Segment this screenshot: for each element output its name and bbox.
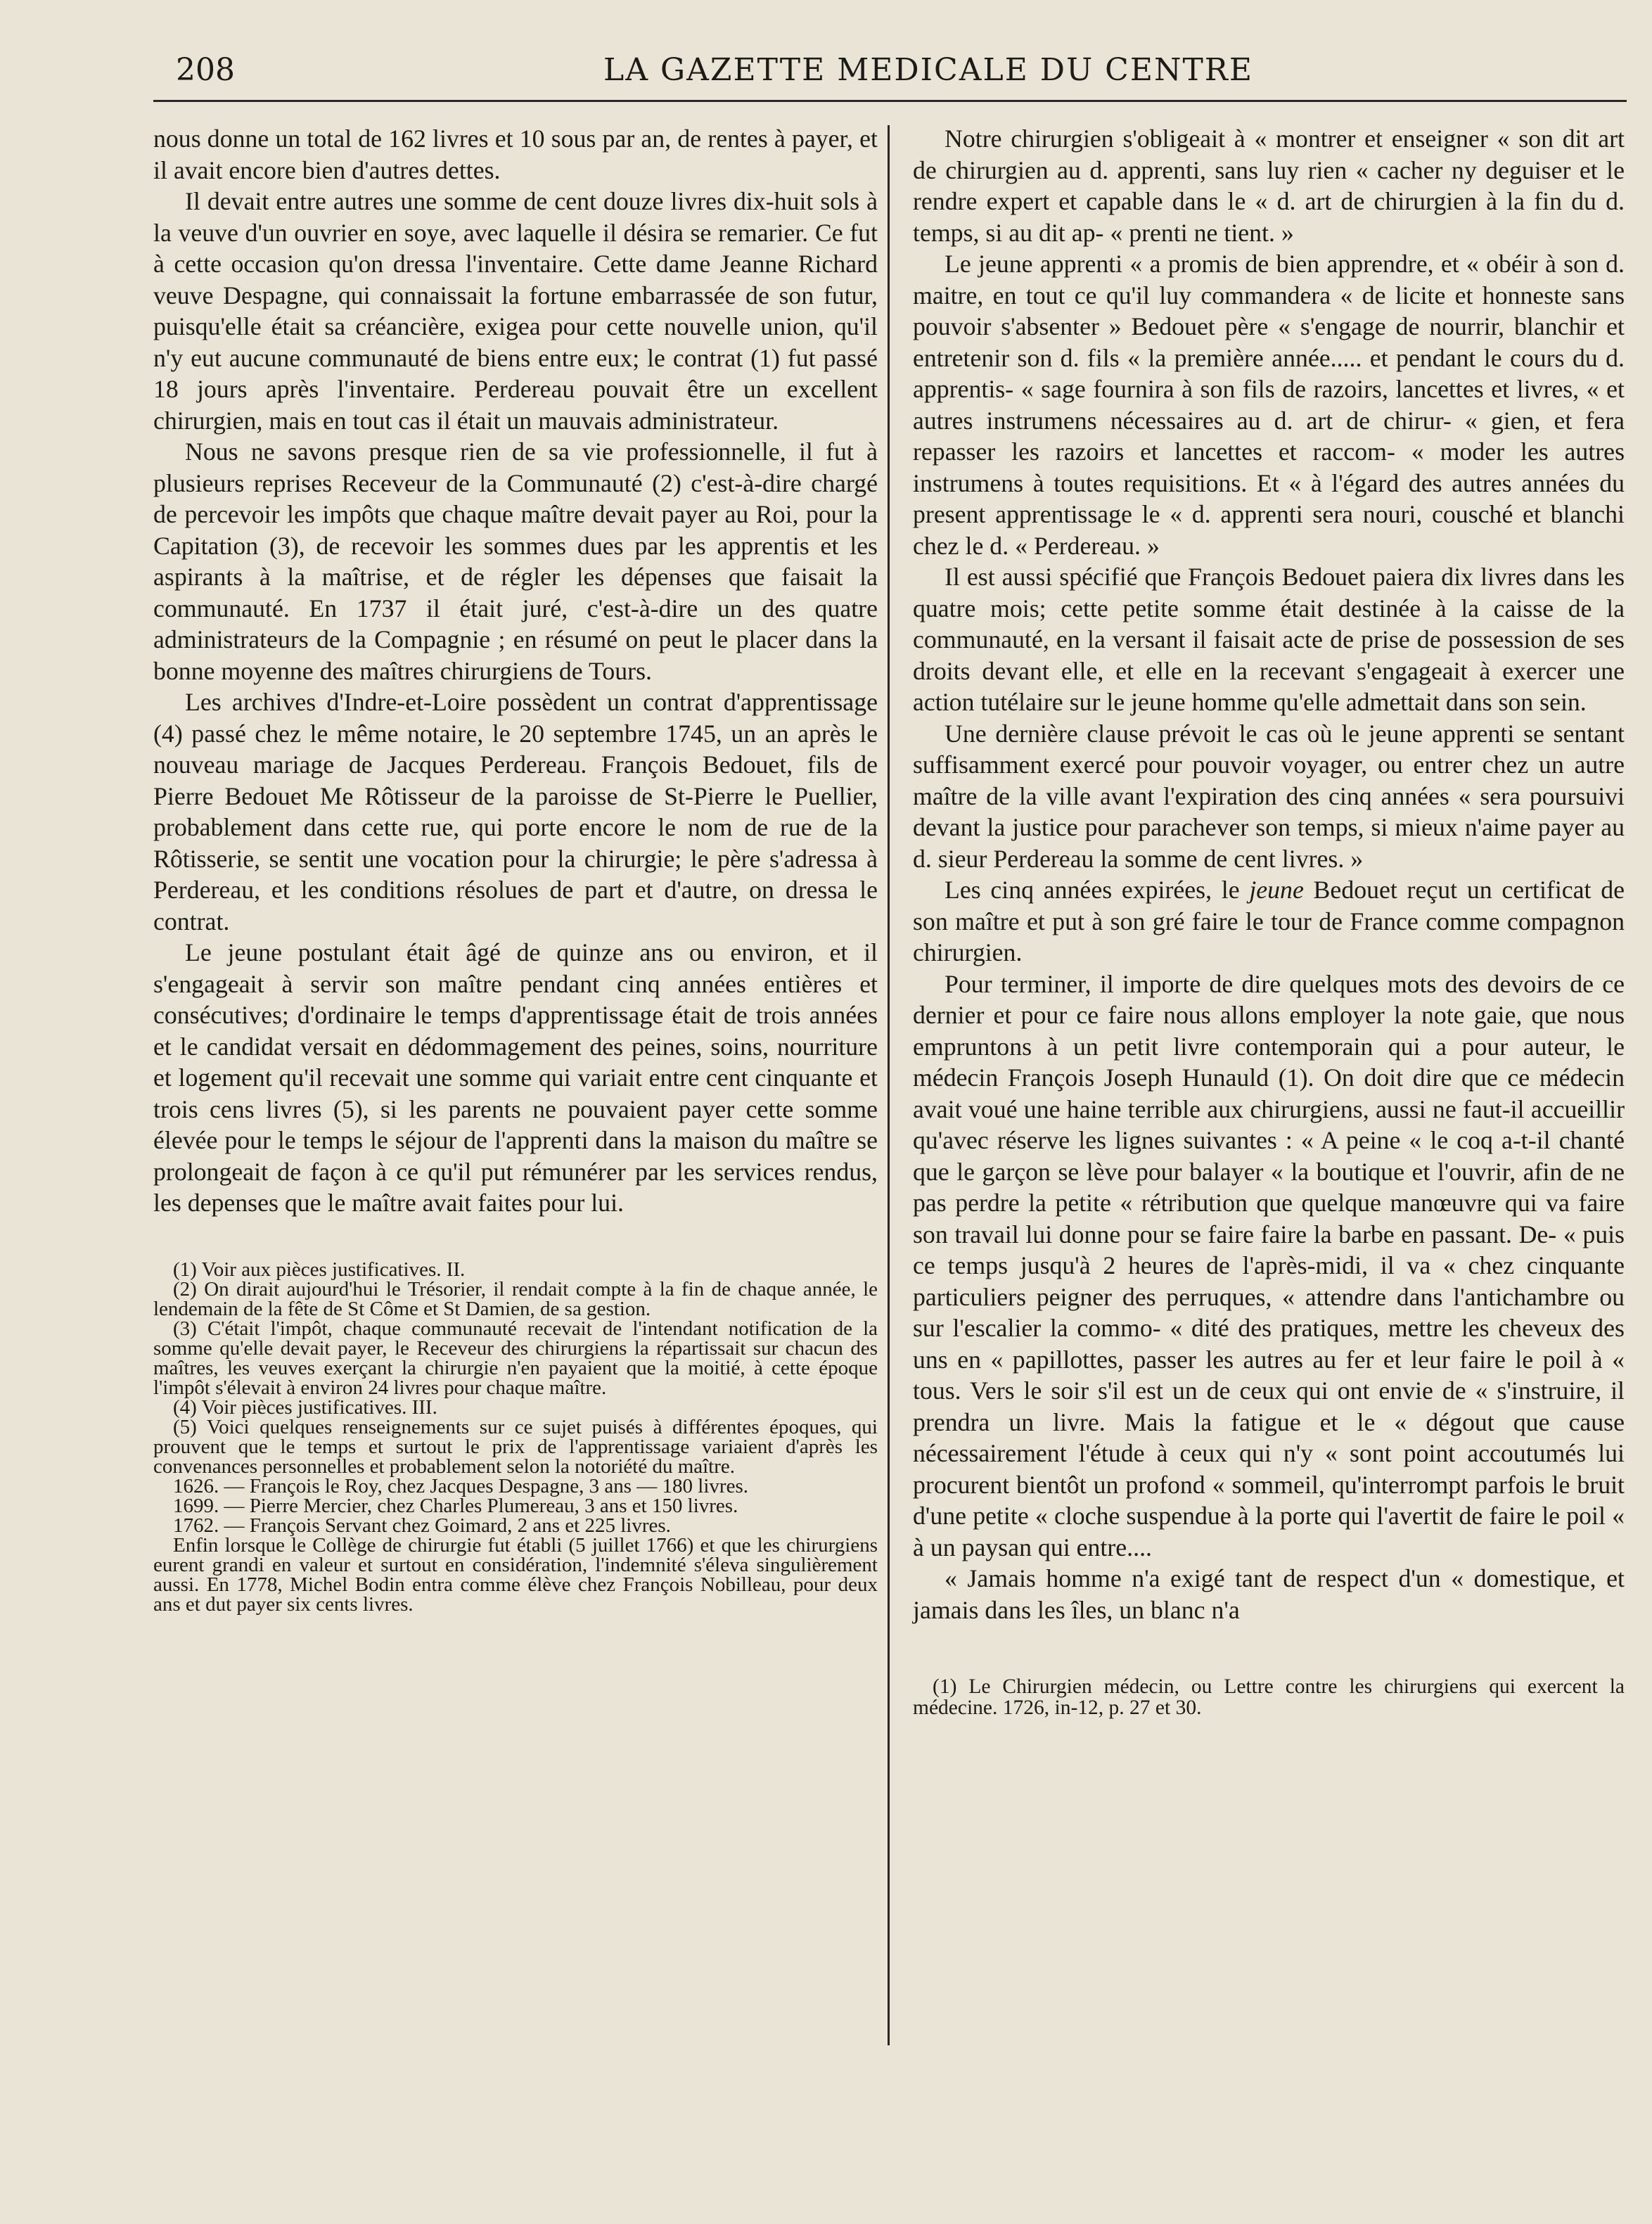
paragraph: Les archives d'Indre-et-Loire possèdent un contrat d'apprentissage (4) passé chez le même notaire, le 20 septembre 1745, un an après le nouveau mariage de Jacques Perdereau. François Bedouet, fils de Pierre Bedouet Me Rôtisseur de la paroisse de St-Pierre le Puellier, probablement dans cette rue, qui porte encore le nom de rue de la Rôtisserie, se sentit une vocation pour la chirurgie; le père s'adressa à Perdereau, et les conditions résolues de part et d'autre, on dressa le contrat. — [153, 688, 878, 935]
right-footnotes — [913, 1676, 1625, 1718]
page-header — [153, 46, 1630, 96]
text-run: Bedouet reçut un certificat de son maître et put à son gré faire le tour de France comme compagnon chirurgien. — [913, 876, 1625, 966]
footnote: (1) Le Chirurgien médecin, ou Lettre contre les chirurgiens qui exercent la médecine. 1726, in-12, p. 27 et 30. — [913, 1675, 1625, 1719]
left-body — [153, 123, 878, 1219]
paragraph: Le jeune postulant était âgé de quinze ans ou environ, et il s'engageait à servir son maître pendant cinq années entières et consécutives; d'ordinaire le temps d'apprentissage était de trois années et le candidat versait en dédommagement des peines, soins, nourriture et logement qu'il recevait une somme qui variait entre cent cinquante et trois cens livres (5), si les parents ne pouvaient payer cette somme élevée pour le temps le séjour de l'apprenti dans la maison du maître se prolongeait de façon à ce qu'il put rémunérer par les services rendus, les depenses que le maître avait faites pour lui. — [153, 938, 878, 1217]
left-column — [153, 123, 878, 1614]
footnote: (3) C'était l'impôt, chaque communauté recevait de l'intendant notification de la somme qu'elle devait payer, le Receveur des chirurgiens la répartissait sur chacun des maîtres, les veuves exerçant la chirurgie n'en payaient que la moitié, à cette époque l'impôt s'élevait à environ 24 livres pour chaque maître. — [153, 1317, 878, 1399]
footnote: (1) Voir aux pièces justificatives. II. — [173, 1258, 466, 1281]
right-body — [913, 123, 1625, 1625]
footnote: Enfin lorsque le Collège de chirurgie fut établi (5 juillet 1766) et que les chirurgiens eurent grandi en valeur et surtout en considération, l'indemnité s'éleva singulièrement aussi. En 1778, Michel Bodin entra comme élève chez François Nobilleau, pour deux ans et dut payer six cents livres. — [153, 1533, 878, 1616]
footnote: (2) On dirait aujourd'hui le Trésorier, il rendait compte à la fin de chaque année, le lendemain de la fête de St Côme et St Damien, de sa gestion. — [153, 1277, 878, 1320]
left-footnotes — [153, 1260, 878, 1614]
paragraph: Une dernière clause prévoit le cas où le jeune apprenti se sentant suffisamment exercé pour pouvoir voyager, ou entrer chez un autre maître de la ville avant l'expiration des cinq années « sera poursuivi devant la justice pour parachever son temps, si mieux n'aime payer au d. sieur Perdereau la somme de cent livres. » — [913, 719, 1625, 873]
page-number: 208 — [176, 52, 235, 88]
paragraph: nous donne un total de 162 livres et 10 sous par an, de rentes à payer, et il avait encore bien d'autres dettes. — [153, 124, 878, 184]
paragraph: Le jeune apprenti « a promis de bien apprendre, et « obéir à son d. maitre, en tout ce qu'il luy commandera « de licite et honneste sans pouvoir s'absenter » Bedouet père « s'engage de nourrir, blanchir et entretenir son d. fils « la première année..... et pendant le cours du d. apprentis- « sage fournira à son fils de razoirs, lancettes et livres, « et autres instrumens nécessaires au d. art de chirur- « gien, et fera repasser les razoirs et lancettes et raccom- « moder les autres instrumens à toutes requisitions. Et « à l'égard des autres années du present apprentissage le « d. apprenti sera nouri, cousché et blanchi chez le d. « Perdereau. » — [913, 250, 1625, 560]
right-column — [913, 123, 1625, 1718]
paragraph: Notre chirurgien s'obligeait à « montrer et enseigner « son dit art de chirurgien au d. apprenti, sans luy rien « cacher ny deguiser et le rendre expert et capable dans le « d. art de chirurgien à la fin du d. temps, si au dit ap- « prenti ne tient. » — [913, 124, 1625, 247]
paragraph: « Jamais homme n'a exigé tant de respect d'un « domestique, et jamais dans les îles, un blanc n'a — [913, 1564, 1625, 1624]
footnote: (4) Voir pièces justificatives. III. — [173, 1395, 437, 1419]
paragraph: Nous ne savons presque rien de sa vie professionnelle, il fut à plusieurs reprises Receveur de la Communauté (2) c'est-à-dire chargé de percevoir les impôts que chaque maître devait payer au Roi, pour la Capitation (3), de recevoir les sommes dues par les apprentis et les aspirants à la maîtrise, et de régler les dépenses que faisait la communauté. En 1737 il était juré, c'est-à-dire un des quatre administrateurs de la Compagnie ; en résumé on peut le placer dans la bonne moyenne des maîtres chirurgiens de Tours. — [153, 437, 878, 685]
column-divider — [888, 125, 890, 2045]
footnote: 1626. — François le Roy, chez Jacques Despagne, 3 ans — 180 livres. — [173, 1474, 748, 1497]
footnote: (5) Voici quelques renseignements sur ce sujet puisés à différentes époques, qui prouvent que le temps et surtout le prix de l'apprentissage variaient d'après les convenances personnelles et probablement selon la notoriété du maître. — [153, 1415, 878, 1478]
footnote: 1699. — Pierre Mercier, chez Charles Plumereau, 3 ans et 150 livres. — [173, 1494, 738, 1517]
paragraph: Il devait entre autres une somme de cent douze livres dix-huit sols à la veuve d'un ouvrier en soye, avec laquelle il désira se remarier. Ce fut à cette occasion qu'on dressa l'inventaire. Cette dame Jeanne Richard veuve Despagne, qui connaissait la fortune embarrassée de son futur, puisqu'elle était sa créancière, exigea pour cette nouvelle union, qu'il n'y eut aucune communauté de biens entre eux; le contrat (1) fut passé 18 jours après l'inventaire. Perdereau pouvait être un excellent chirurgien, mais en tout cas il était un mauvais administrateur. — [153, 187, 878, 435]
footnote: 1762. — François Servant chez Goimard, 2 ans et 225 livres. — [173, 1514, 671, 1537]
running-title: LA GAZETTE MEDICALE DU CENTRE — [603, 52, 1254, 88]
italic-word: jeune — [1249, 876, 1304, 904]
paragraph: Il est aussi spécifié que François Bedouet paiera dix livres dans les quatre mois; cette petite somme était destinée à la caisse de la communauté, en la versant il faisait acte de prise de possession de ses droits devant elle, et elle en la recevant s'engageait à exercer une action tutélaire sur le jeune homme qu'elle admettait dans son sein. — [913, 563, 1625, 716]
paragraph-jeune — [913, 874, 1625, 969]
paragraph: Pour terminer, il importe de dire quelques mots des devoirs de ce dernier et pour ce faire nous allons employer la note gaie, que nous empruntons à un petit livre contemporain qui a pour auteur, le médecin François Joseph Hunauld (1). On doit dire que ce médecin avait voué une haine terrible aux chirurgiens, aussi ne faut-il accueillir qu'avec réserve les lignes suivantes : « A peine « le coq a-t-il chanté que le garçon se lève pour balayer « la boutique et l'ouvrir, afin de ne pas perdre la petite « rétribution que quelque manœuvre qui va faire son travail lui donne pour se faire faire la barbe en passant. De- « puis ce temps jusqu'à 2 heures de l'après-midi, il va « chez cinquante particuliers peigner des perruques, « attendre dans l'antichambre ou sur l'escalier la commo- « dité des pratiques, mettre les cheveux des uns en « papillottes, passer les autres au fer et leur faire le poil à « tous. Vers le soir s'il est un de ceux qui ont envie de « s'instruire, il prendra un livre. Mais la fatigue et le « dégout que cause nécessairement l'étude à ceux qui n'y « sont point accoutumés lui procurent bientôt un profond « sommeil, qu'interrompt parfois le bruit d'une petite « cloche suspendue à la porte qui l'avertit de faire le poil « à un paysan qui entre.... — [913, 969, 1625, 1561]
text-run: Les cinq années expirées, le — [945, 876, 1250, 904]
header-rule — [153, 100, 1627, 102]
